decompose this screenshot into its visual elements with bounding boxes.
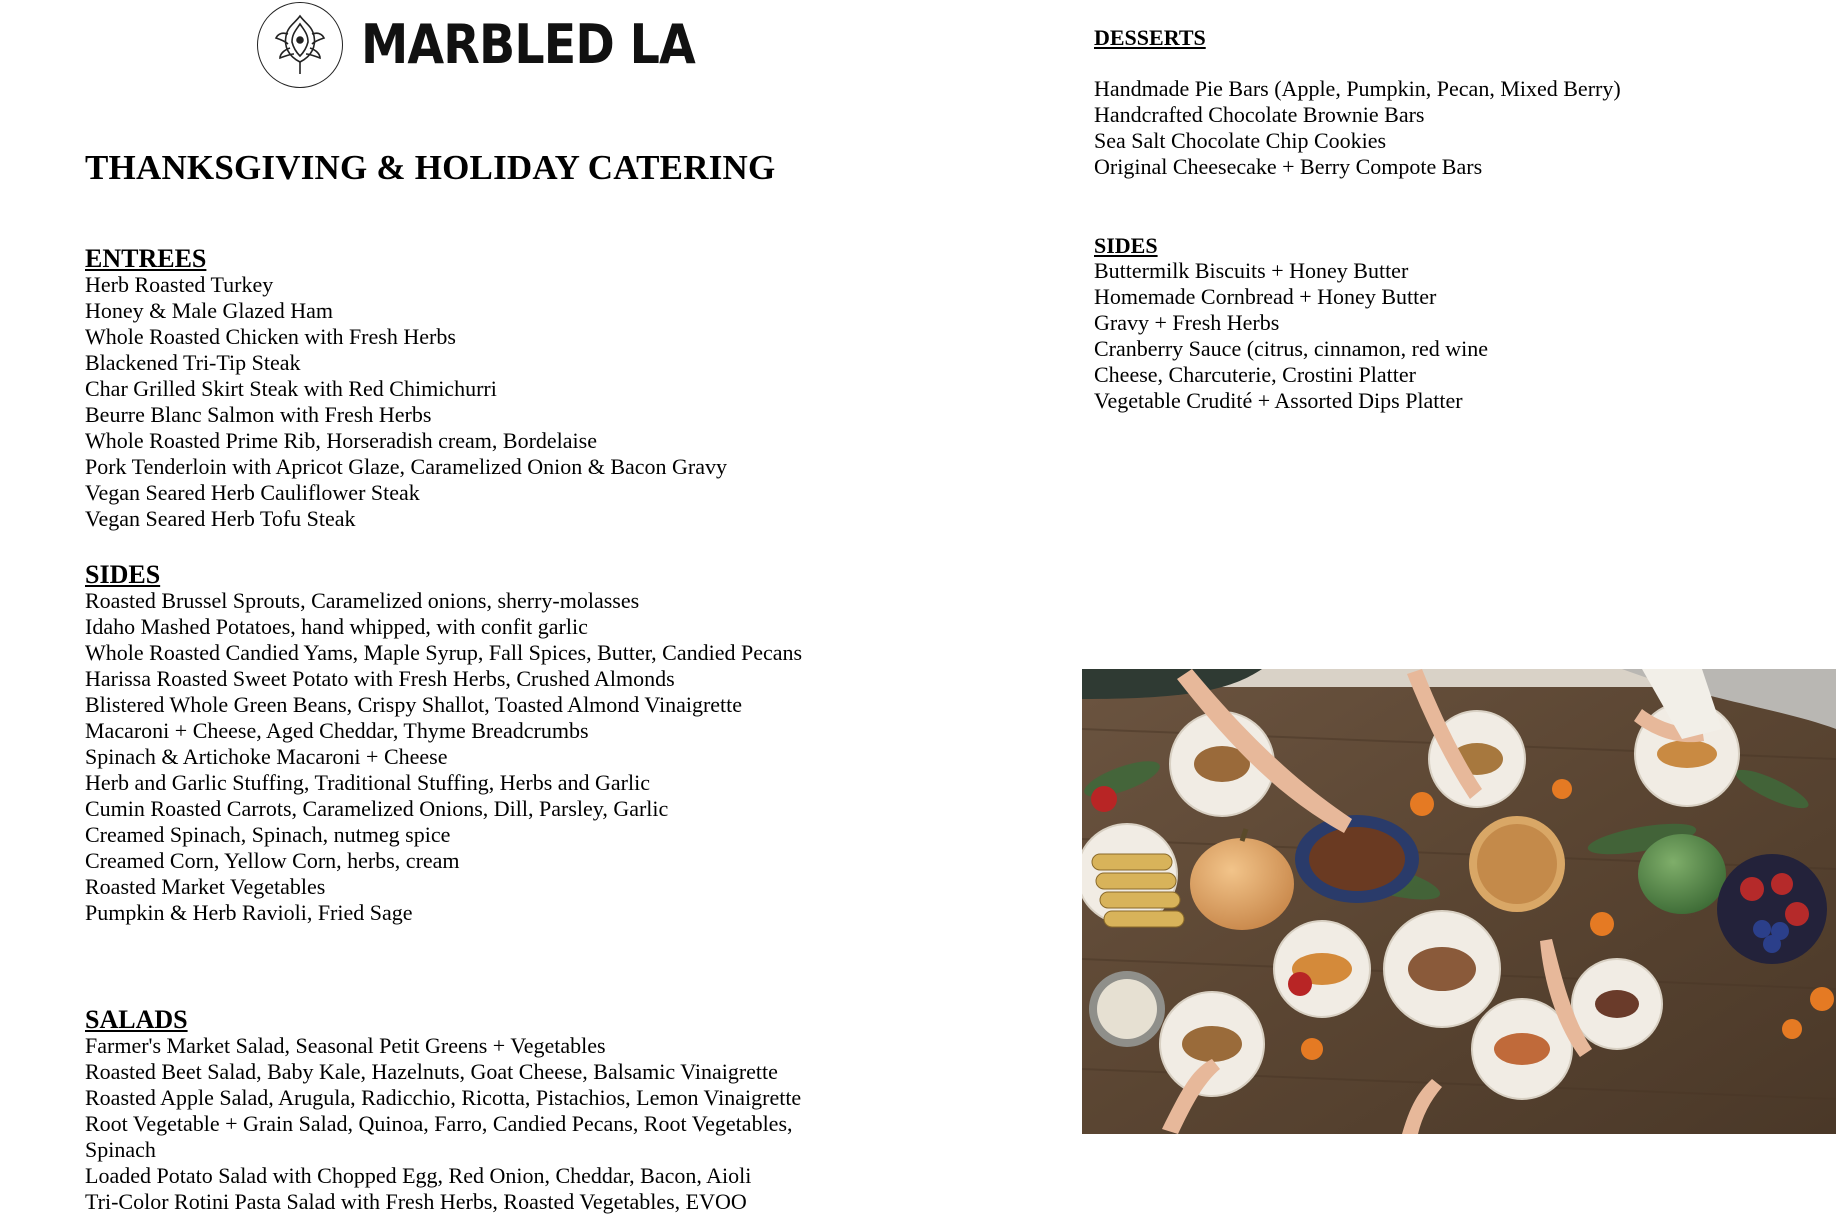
list-item: Roasted Apple Salad, Arugula, Radicchio, Ricotta, Pistachios, Lemon Vinaigrette	[85, 1085, 802, 1110]
brand-name: MARBLED LA	[361, 13, 695, 76]
list-item: Vegan Seared Herb Tofu Steak	[85, 506, 356, 531]
list-item: Tri-Color Rotini Pasta Salad with Fresh Herbs, Roasted Vegetables, EVOO	[85, 1189, 747, 1214]
list-item: Herb and Garlic Stuffing, Traditional Stuffing, Herbs and Garlic	[85, 770, 650, 795]
list-item: Root Vegetable + Grain Salad, Quinoa, Farro, Candied Pecans, Root Vegetables,	[85, 1111, 793, 1136]
list-item: Vegetable Crudité + Assorted Dips Platter	[1094, 388, 1463, 413]
sides-section	[85, 562, 802, 926]
desserts-list	[1094, 76, 1621, 180]
list-item: Pork Tenderloin with Apricot Glaze, Caramelized Onion & Bacon Gravy	[85, 454, 727, 479]
entrees-heading: ENTREES	[85, 244, 207, 273]
sides-extra-heading: SIDES	[1094, 233, 1158, 258]
salads-section	[85, 1007, 801, 1215]
brand-logo	[257, 2, 740, 88]
list-item: Sea Salt Chocolate Chip Cookies	[1094, 128, 1387, 153]
salads-heading: SALADS	[85, 1005, 188, 1034]
list-item: Pumpkin & Herb Ravioli, Fried Sage	[85, 900, 413, 925]
list-item: Spinach & Artichoke Macaroni + Cheese	[85, 744, 448, 769]
list-item: Char Grilled Skirt Steak with Red Chimichurri	[85, 376, 497, 401]
page-title: THANKSGIVING & HOLIDAY CATERING	[85, 148, 776, 187]
list-item: Homemade Cornbread + Honey Butter	[1094, 284, 1437, 309]
list-item: Macaroni + Cheese, Aged Cheddar, Thyme Breadcrumbs	[85, 718, 589, 743]
sides-list	[85, 588, 802, 926]
list-item: Honey & Male Glazed Ham	[85, 298, 334, 323]
list-item: Blistered Whole Green Beans, Crispy Shallot, Toasted Almond Vinaigrette	[85, 692, 743, 717]
list-item: Farmer's Market Salad, Seasonal Petit Greens + Vegetables	[85, 1033, 606, 1058]
list-item: Whole Roasted Chicken with Fresh Herbs	[85, 324, 456, 349]
list-item: Loaded Potato Salad with Chopped Egg, Red Onion, Cheddar, Bacon, Aioli	[85, 1163, 752, 1188]
list-item: Idaho Mashed Potatoes, hand whipped, with confit garlic	[85, 614, 588, 639]
list-item: Vegan Seared Herb Cauliflower Steak	[85, 480, 420, 505]
desserts-section	[1094, 26, 1621, 180]
artichoke-icon	[257, 2, 343, 88]
list-item: Original Cheesecake + Berry Compote Bars	[1094, 154, 1483, 179]
list-item: Creamed Spinach, Spinach, nutmeg spice	[85, 822, 451, 847]
entrees-section	[85, 246, 727, 532]
list-item: Gravy + Fresh Herbs	[1094, 310, 1280, 335]
salads-list	[85, 1033, 801, 1215]
list-item: Creamed Corn, Yellow Corn, herbs, cream	[85, 848, 460, 873]
list-item: Handcrafted Chocolate Brownie Bars	[1094, 102, 1425, 127]
list-item: Handmade Pie Bars (Apple, Pumpkin, Pecan, Mixed Berry)	[1094, 76, 1621, 101]
desserts-heading: DESSERTS	[1094, 25, 1206, 50]
sides-extra-section	[1094, 234, 1488, 414]
list-item: Cranberry Sauce (citrus, cinnamon, red wine	[1094, 336, 1489, 361]
list-item: Buttermilk Biscuits + Honey Butter	[1094, 258, 1409, 283]
list-item: Roasted Brussel Sprouts, Caramelized onions, sherry-molasses	[85, 588, 640, 613]
list-item: Cheese, Charcuterie, Crostini Platter	[1094, 362, 1416, 387]
list-item: Whole Roasted Prime Rib, Horseradish cream, Bordelaise	[85, 428, 597, 453]
sides-heading: SIDES	[85, 560, 161, 589]
list-item: Spinach	[85, 1137, 156, 1162]
holiday-table-photo	[1082, 669, 1836, 1134]
entrees-list	[85, 272, 727, 532]
sides-extra-list	[1094, 258, 1488, 414]
list-item: Roasted Market Vegetables	[85, 874, 326, 899]
list-item: Whole Roasted Candied Yams, Maple Syrup, Fall Spices, Butter, Candied Pecans	[85, 640, 803, 665]
list-item: Roasted Beet Salad, Baby Kale, Hazelnuts, Goat Cheese, Balsamic Vinaigrette	[85, 1059, 778, 1084]
list-item: Harissa Roasted Sweet Potato with Fresh Herbs, Crushed Almonds	[85, 666, 675, 691]
list-item: Blackened Tri-Tip Steak	[85, 350, 301, 375]
list-item: Beurre Blanc Salmon with Fresh Herbs	[85, 402, 432, 427]
list-item: Herb Roasted Turkey	[85, 272, 274, 297]
list-item: Cumin Roasted Carrots, Caramelized Onions, Dill, Parsley, Garlic	[85, 796, 669, 821]
